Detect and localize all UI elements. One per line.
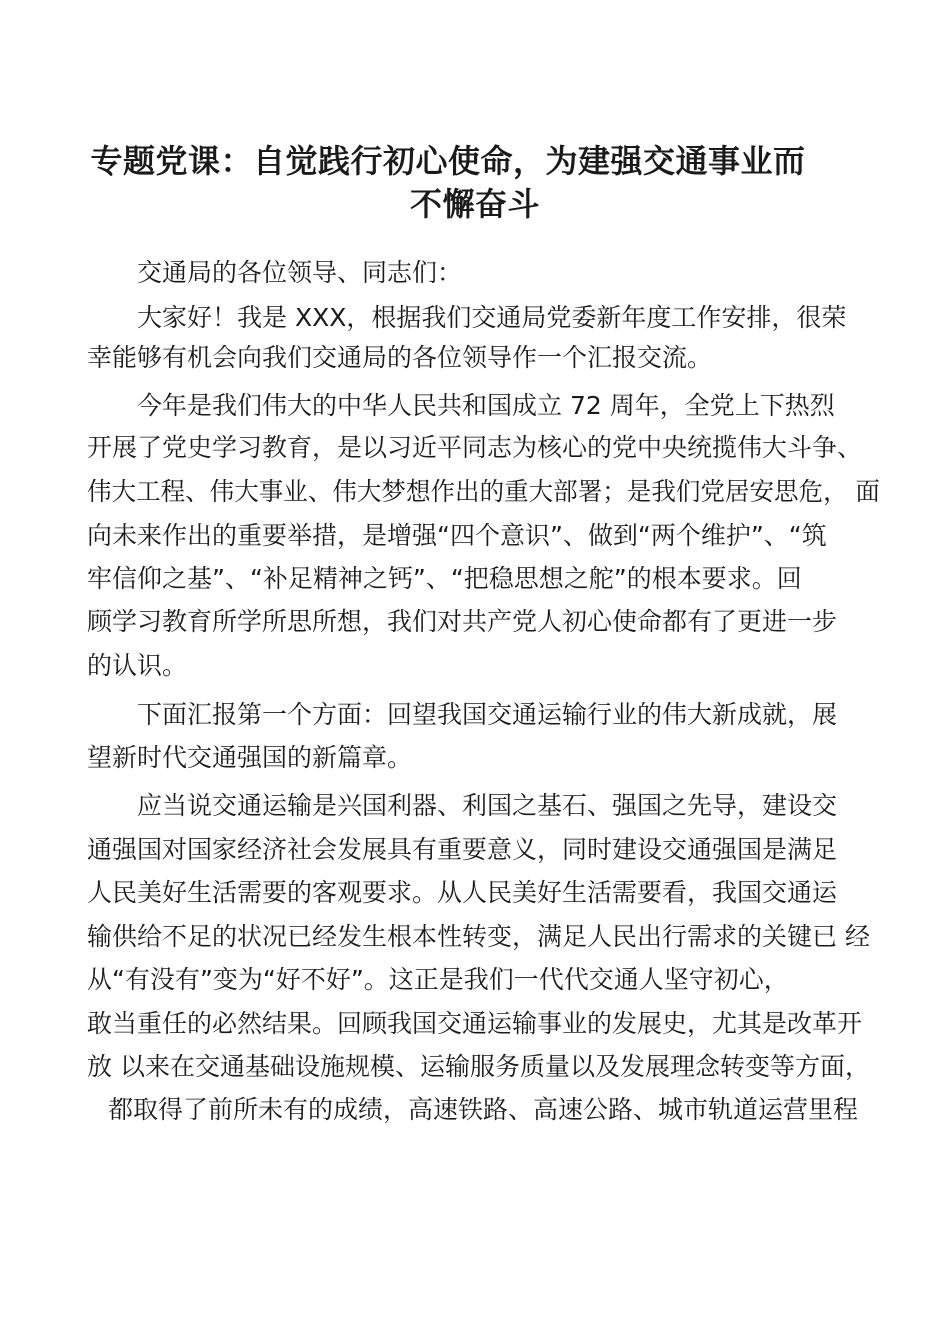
paragraph-line: 的认识。 (87, 651, 188, 680)
paragraph-line: 放 以来在交通基础设施规模、运输服务质量以及发展理念转变等方面， (87, 1052, 870, 1081)
paragraph-line: 牢信仰之基”、“补足精神之钙”、“把稳思想之舵”的根本要求。回 (87, 564, 802, 593)
paragraph-line: 都取得了前所未有的成绩，高速铁路、高速公路、城市轨道运营里程 (108, 1095, 859, 1124)
paragraph-line: 大家好！我是 XXX，根据我们交通局党委新年度工作安排，很荣 (137, 303, 847, 332)
document-title-line-1: 专题党课：自觉践行初心使命，为建强交通事业而 (90, 142, 806, 180)
paragraph-line: 开展了党史学习教育，是以习近平同志为核心的党中央统揽伟大斗争、 (87, 433, 863, 462)
paragraph-line: 应当说交通运输是兴国利器、利国之基石、强国之先导，建设交 (137, 791, 838, 820)
paragraph-line: 通强国对国家经济社会发展具有重要意义，同时建设交通强国是满足 (87, 835, 838, 864)
paragraph-line: 下面汇报第一个方面：回望我国交通运输行业的伟大新成就，展 (137, 700, 838, 729)
document-title-line-2: 不懈奋斗 (409, 185, 540, 223)
paragraph-line: 幸能够有机会向我们交通局的各位领导作一个汇报交流。 (87, 343, 713, 372)
paragraph-line: 敢当重任的必然结果。回顾我国交通运输事业的发展史，尤其是改革开 (87, 1009, 863, 1038)
paragraph-line: 伟大工程、伟大事业、伟大梦想作出的重大部署；是我们党居安思危， 面 (87, 477, 880, 506)
paragraph-line: 从“有没有”变为“好不好”。这正是我们一代代交通人坚守初心， (87, 965, 789, 994)
salutation: 交通局的各位领导、同志们： (137, 258, 463, 287)
paragraph-line: 今年是我们伟大的中华人民共和国成立 72 周年，全党上下热烈 (137, 391, 835, 420)
paragraph-line: 望新时代交通强国的新篇章。 (87, 743, 413, 772)
paragraph-line: 人民美好生活需要的客观要求。从人民美好生活需要看，我国交通运 (87, 878, 838, 907)
paragraph-line: 输供给不足的状况已经发生根本性转变，满足人民出行需求的关键已 经 (87, 922, 870, 951)
paragraph-line: 顾学习教育所学所思所想，我们对共产党人初心使命都有了更进一步 (87, 607, 838, 636)
paragraph-line: 向未来作出的重要举措，是增强“四个意识”、做到“两个维护”、“筑 (87, 521, 827, 550)
